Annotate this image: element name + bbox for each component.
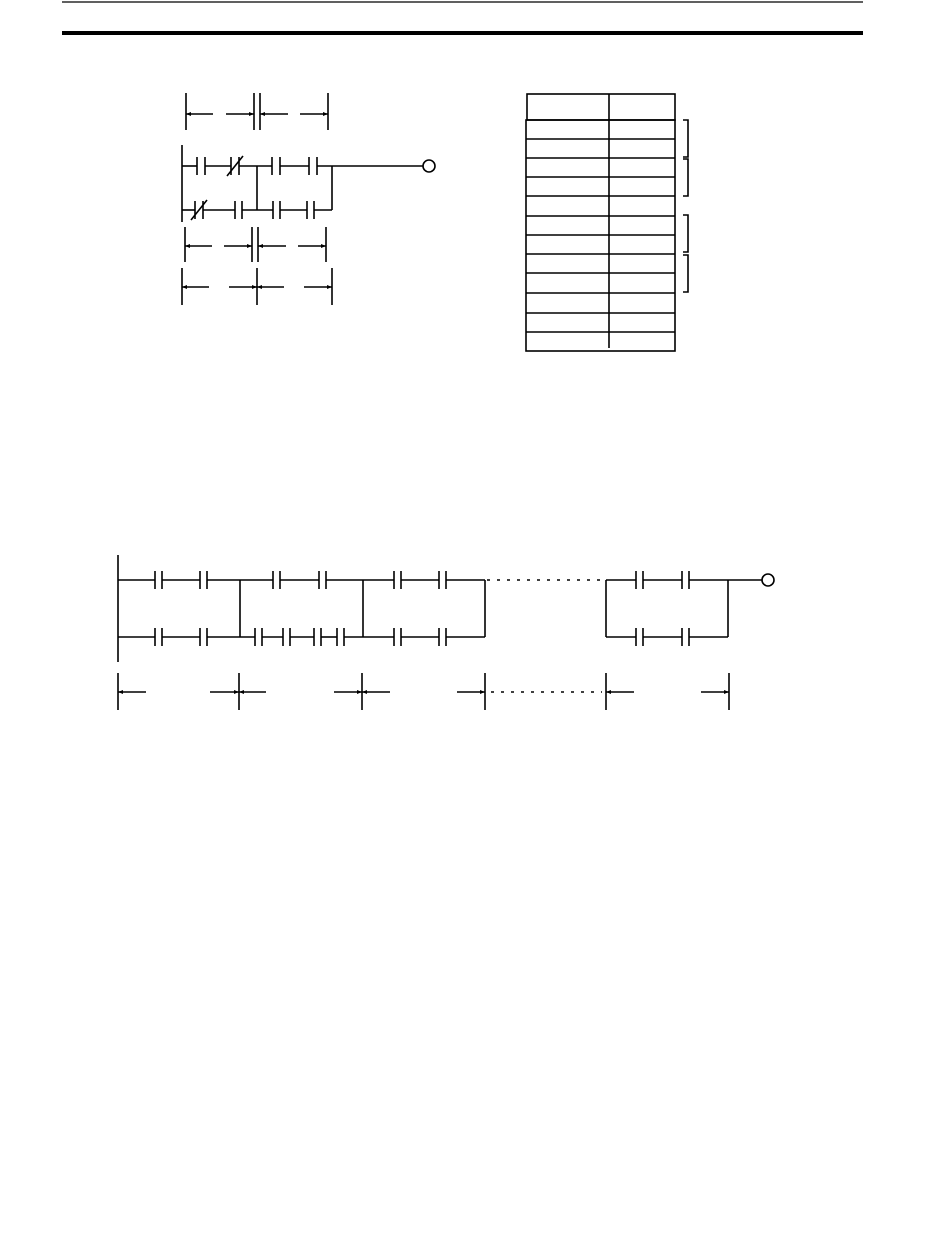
bottom-arrowheads [118, 690, 729, 694]
output-coil-top [423, 160, 435, 172]
top-ladder-diagram [182, 93, 435, 305]
top-dimension-row-3 [182, 268, 332, 305]
top-dimension-row-2 [185, 227, 326, 262]
table-bracket-3 [683, 215, 688, 252]
bottom-row-2 [118, 628, 728, 646]
header-rules [62, 2, 863, 33]
mnemonic-table [526, 94, 688, 351]
bottom-row-1 [118, 571, 774, 589]
table-header [527, 94, 675, 120]
table-bracket-4 [683, 255, 688, 292]
ladder-row-1 [182, 156, 435, 176]
bottom-dimension-row [118, 673, 729, 710]
output-coil-bottom [762, 574, 774, 586]
top-dimension-row-1 [186, 93, 328, 130]
table-bracket-1 [683, 120, 688, 157]
table-bracket-2 [683, 159, 688, 196]
bottom-ladder-diagram [118, 555, 774, 710]
